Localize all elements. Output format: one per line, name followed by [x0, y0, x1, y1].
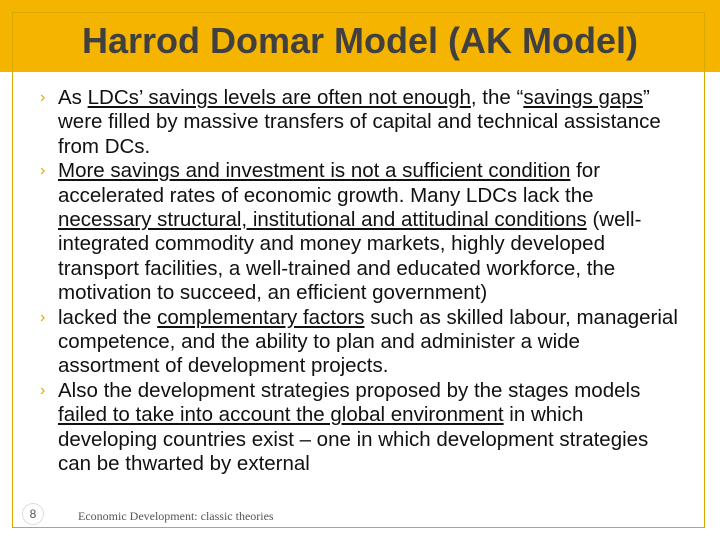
bullet-text: Also the development strategies proposed by the stages models — [58, 378, 641, 402]
bullet-text: ” were filled by massive transfers of capital and technical assistance from DCs. — [58, 86, 661, 158]
slide-footer: Economic Development: classic theories — [78, 509, 274, 523]
bullet-text: such as skilled labour, managerial competence, and the ability to plan and administer a wide assortment of development projects. — [58, 305, 678, 378]
bullet-paragraph — [40, 306, 680, 379]
bullet-paragraph — [40, 159, 680, 305]
bullet-text: lacked the — [58, 305, 158, 329]
page-number: 8 — [23, 504, 43, 524]
chevron-bullet-icon: › — [40, 381, 46, 399]
chevron-bullet-icon: › — [40, 308, 46, 326]
bullet-text: for accelerated rates of economic growth. Many LDCs lack the — [58, 159, 601, 207]
underlined-text: More savings and investment is not a sufficient condition — [58, 159, 571, 183]
bullet-text: , the “ — [470, 86, 524, 109]
slide-body — [40, 86, 680, 477]
underlined-text: failed to take into account the global environment — [58, 403, 504, 427]
bullet-text: As — [58, 86, 88, 109]
bullet-text: (well-integrated commodity and money markets, highly developed transport facilities, a well-trained and educated workforce, the motivation to succeed, an efficient government) — [58, 208, 642, 305]
slide-title: Harrod Domar Model (AK Model) — [81, 20, 638, 61]
underlined-text: complementary factors — [157, 305, 365, 329]
bullet-text: in which developing countries exist – one in which development strategies can be thwarted by external — [58, 403, 649, 476]
underlined-text: necessary structural, institutional and attitudinal conditions — [58, 208, 587, 232]
bullet-paragraph — [40, 379, 680, 477]
bullet-paragraph — [40, 86, 680, 159]
underlined-text: savings gaps — [523, 86, 643, 109]
underlined-text: LDCs’ savings levels are often not enough — [87, 86, 471, 109]
chevron-bullet-icon: › — [40, 89, 46, 106]
chevron-bullet-icon: › — [40, 162, 46, 180]
